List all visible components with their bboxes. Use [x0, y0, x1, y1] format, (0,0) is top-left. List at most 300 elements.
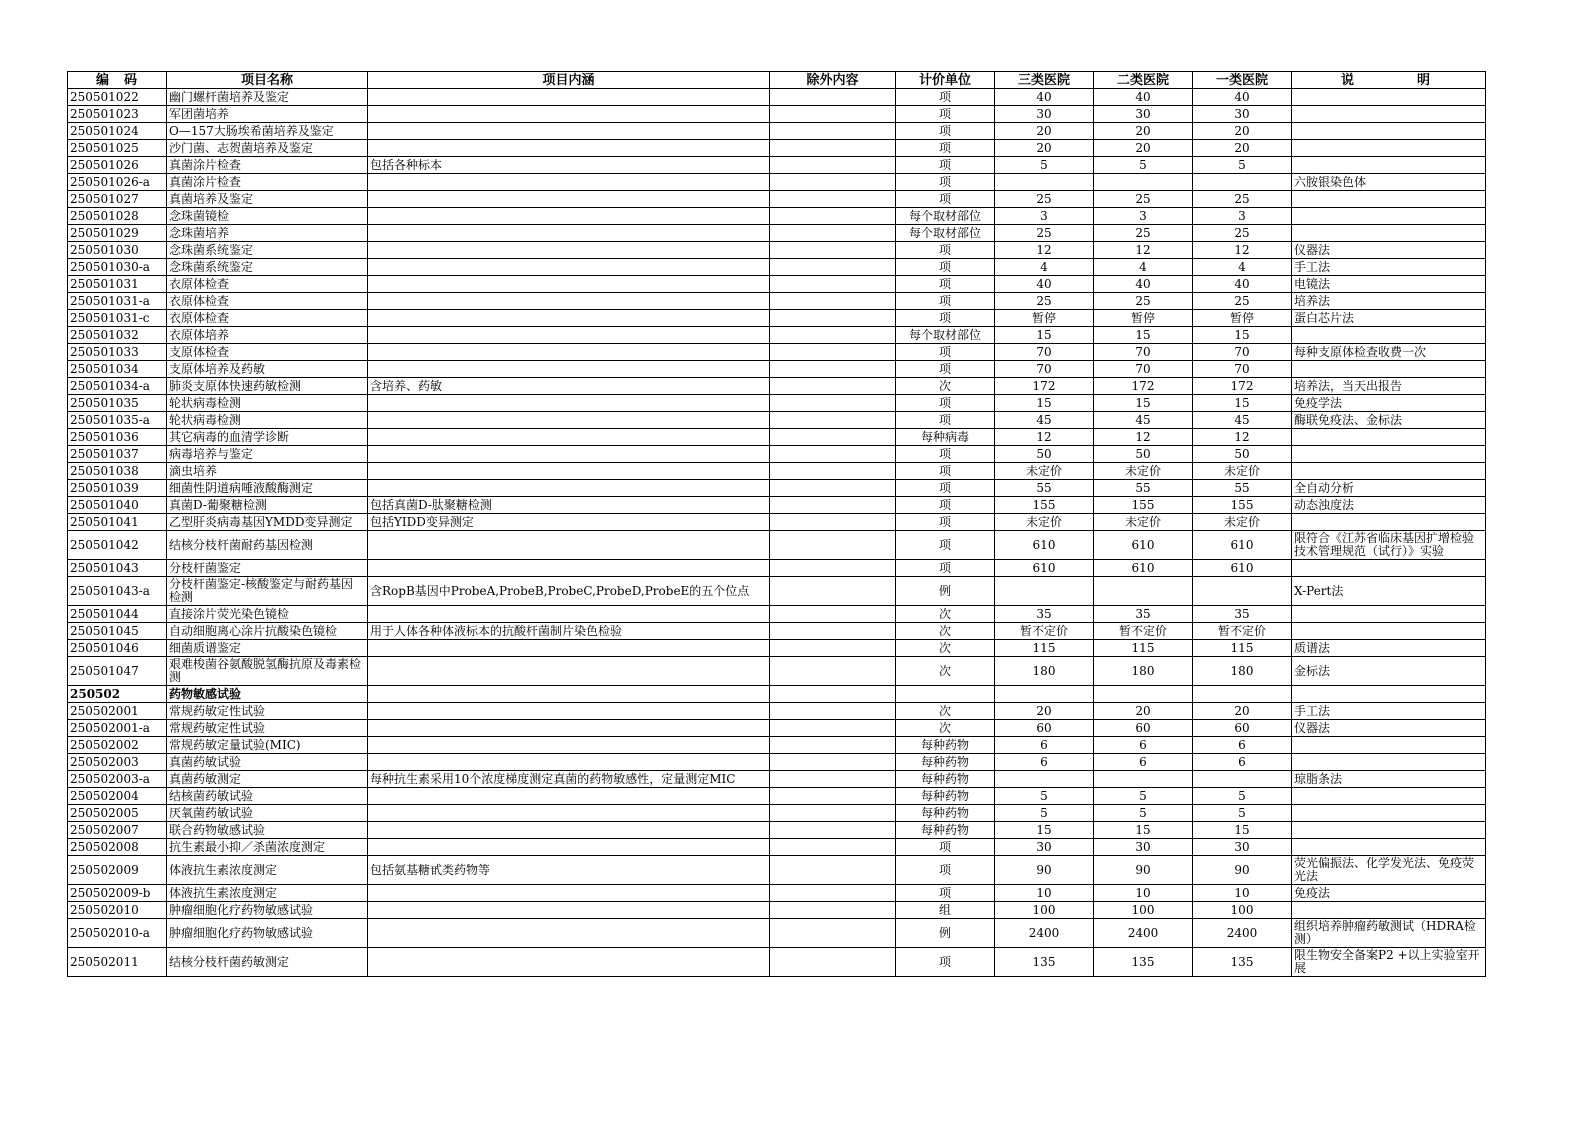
cell-code: 250501023: [68, 106, 167, 123]
cell-note: [1292, 106, 1486, 123]
cell-excluded: [770, 395, 896, 412]
cell-unit: 项: [896, 310, 995, 327]
table-row: [68, 788, 1486, 805]
cell-name: 肿瘤细胞化疗药物敏感试验: [167, 919, 368, 948]
cell-unit: 每个取材部位: [896, 225, 995, 242]
table-row: [68, 106, 1486, 123]
cell-note: [1292, 822, 1486, 839]
table-row: [68, 174, 1486, 191]
table-row: [68, 703, 1486, 720]
cell-code: 250502007: [68, 822, 167, 839]
cell-price-class1: 50: [1193, 446, 1292, 463]
cell-content: [368, 242, 770, 259]
cell-price-class1: 5: [1193, 788, 1292, 805]
cell-code: 250502010: [68, 902, 167, 919]
cell-content: [368, 412, 770, 429]
table-row: [68, 157, 1486, 174]
cell-excluded: [770, 531, 896, 560]
cell-price-class3: 155: [995, 497, 1094, 514]
cell-price-class1: 30: [1193, 106, 1292, 123]
cell-unit: 项: [896, 856, 995, 885]
cell-note: [1292, 788, 1486, 805]
cell-price-class2: [1094, 577, 1193, 606]
cell-unit: 项: [896, 89, 995, 106]
cell-code: 250502008: [68, 839, 167, 856]
cell-code: 250501046: [68, 640, 167, 657]
cell-unit: 每种药物: [896, 737, 995, 754]
cell-code: 250501042: [68, 531, 167, 560]
cell-price-class2: 15: [1094, 822, 1193, 839]
cell-price-class3: 20: [995, 140, 1094, 157]
table-body: [68, 89, 1486, 977]
table-row: [68, 89, 1486, 106]
cell-name: 真菌药敏测定: [167, 771, 368, 788]
cell-price-class1: 暂停: [1193, 310, 1292, 327]
cell-price-class1: [1193, 577, 1292, 606]
cell-price-class1: 115: [1193, 640, 1292, 657]
cell-note: [1292, 623, 1486, 640]
cell-content: [368, 606, 770, 623]
cell-note: [1292, 606, 1486, 623]
cell-name: 艰难梭菌谷氨酸脱氢酶抗原及毒素检测: [167, 657, 368, 686]
price-table: [67, 71, 1486, 977]
cell-price-class3: 10: [995, 885, 1094, 902]
table-row: [68, 208, 1486, 225]
cell-price-class3: 25: [995, 293, 1094, 310]
cell-content: [368, 805, 770, 822]
cell-price-class1: 未定价: [1193, 514, 1292, 531]
table-row: [68, 919, 1486, 948]
cell-note: 琼脂条法: [1292, 771, 1486, 788]
cell-content: [368, 191, 770, 208]
header-unit: 计价单位: [896, 72, 995, 89]
cell-name: 真菌培养及鉴定: [167, 191, 368, 208]
cell-note: [1292, 514, 1486, 531]
table-row: [68, 480, 1486, 497]
cell-price-class3: 15: [995, 327, 1094, 344]
cell-excluded: [770, 174, 896, 191]
cell-excluded: [770, 686, 896, 703]
cell-price-class2: 610: [1094, 531, 1193, 560]
cell-name: 体液抗生素浓度测定: [167, 885, 368, 902]
cell-price-class3: 12: [995, 429, 1094, 446]
cell-note: 全自动分析: [1292, 480, 1486, 497]
header-note: 说 明: [1292, 72, 1486, 89]
cell-price-class2: 90: [1094, 856, 1193, 885]
cell-excluded: [770, 771, 896, 788]
cell-name: 直接涂片荧光染色镜检: [167, 606, 368, 623]
cell-code: 250502004: [68, 788, 167, 805]
table-row: [68, 623, 1486, 640]
cell-price-class1: 暂不定价: [1193, 623, 1292, 640]
cell-price-class3: 100: [995, 902, 1094, 919]
cell-note: [1292, 225, 1486, 242]
cell-unit: 项: [896, 140, 995, 157]
cell-name: 细菌性阴道病唾液酸酶测定: [167, 480, 368, 497]
cell-price-class1: 135: [1193, 948, 1292, 977]
cell-price-class1: 20: [1193, 703, 1292, 720]
cell-price-class1: 180: [1193, 657, 1292, 686]
cell-note: [1292, 902, 1486, 919]
cell-price-class2: 5: [1094, 157, 1193, 174]
cell-content: 包括YIDD变异测定: [368, 514, 770, 531]
cell-note: [1292, 191, 1486, 208]
table-row: [68, 737, 1486, 754]
cell-name: 真菌D-葡聚糖检测: [167, 497, 368, 514]
cell-price-class1: 5: [1193, 157, 1292, 174]
table-row: [68, 514, 1486, 531]
cell-price-class2: 25: [1094, 225, 1193, 242]
cell-name: 自动细胞离心涂片抗酸染色镜检: [167, 623, 368, 640]
cell-price-class3: [995, 771, 1094, 788]
cell-content: [368, 822, 770, 839]
cell-name: 滴虫培养: [167, 463, 368, 480]
cell-price-class2: 50: [1094, 446, 1193, 463]
cell-name: 厌氧菌药敏试验: [167, 805, 368, 822]
cell-excluded: [770, 497, 896, 514]
cell-price-class1: 90: [1193, 856, 1292, 885]
cell-price-class2: [1094, 174, 1193, 191]
cell-code: 250501039: [68, 480, 167, 497]
cell-name: 结核分枝杆菌药敏测定: [167, 948, 368, 977]
table-row: [68, 822, 1486, 839]
cell-price-class1: 12: [1193, 429, 1292, 446]
cell-price-class1: 3: [1193, 208, 1292, 225]
header-name: 项目名称: [167, 72, 368, 89]
cell-excluded: [770, 577, 896, 606]
cell-excluded: [770, 856, 896, 885]
cell-note: 酶联免疫法、金标法: [1292, 412, 1486, 429]
cell-code: 250502003: [68, 754, 167, 771]
cell-price-class2: 20: [1094, 123, 1193, 140]
cell-excluded: [770, 885, 896, 902]
cell-name: 支原体检查: [167, 344, 368, 361]
cell-note: 免疫法: [1292, 885, 1486, 902]
cell-price-class2: 6: [1094, 737, 1193, 754]
cell-excluded: [770, 754, 896, 771]
cell-code: 250502001-a: [68, 720, 167, 737]
cell-excluded: [770, 327, 896, 344]
cell-name: 常规药敏定性试验: [167, 720, 368, 737]
cell-price-class2: 10: [1094, 885, 1193, 902]
cell-note: 组织培养肿瘤药敏测试（HDRA检测）: [1292, 919, 1486, 948]
cell-excluded: [770, 89, 896, 106]
cell-code: 250501035: [68, 395, 167, 412]
cell-note: [1292, 560, 1486, 577]
cell-excluded: [770, 805, 896, 822]
cell-content: [368, 225, 770, 242]
cell-unit: 项: [896, 106, 995, 123]
cell-price-class3: 60: [995, 720, 1094, 737]
cell-excluded: [770, 606, 896, 623]
table-row: [68, 429, 1486, 446]
cell-name: 分枝杆菌鉴定: [167, 560, 368, 577]
cell-code: 250501029: [68, 225, 167, 242]
cell-excluded: [770, 208, 896, 225]
cell-price-class1: 25: [1193, 191, 1292, 208]
cell-note: X-Pert法: [1292, 577, 1486, 606]
cell-note: 荧光偏振法、化学发光法、免疫荧光法: [1292, 856, 1486, 885]
cell-price-class3: [995, 174, 1094, 191]
table-row: [68, 191, 1486, 208]
cell-price-class2: 20: [1094, 140, 1193, 157]
cell-price-class3: 70: [995, 344, 1094, 361]
cell-note: 培养法: [1292, 293, 1486, 310]
cell-price-class3: 5: [995, 805, 1094, 822]
cell-price-class3: 25: [995, 191, 1094, 208]
cell-excluded: [770, 640, 896, 657]
cell-code: 250501043: [68, 560, 167, 577]
cell-price-class1: 未定价: [1193, 463, 1292, 480]
cell-price-class2: 2400: [1094, 919, 1193, 948]
cell-content: 用于人体各种体液标本的抗酸杆菌制片染色检验: [368, 623, 770, 640]
cell-content: [368, 208, 770, 225]
cell-unit: 项: [896, 885, 995, 902]
header-content: 项目内涵: [368, 72, 770, 89]
cell-note: [1292, 361, 1486, 378]
cell-price-class2: 55: [1094, 480, 1193, 497]
cell-price-class1: 25: [1193, 293, 1292, 310]
cell-excluded: [770, 514, 896, 531]
cell-content: [368, 259, 770, 276]
cell-content: [368, 429, 770, 446]
cell-note: 动态浊度法: [1292, 497, 1486, 514]
cell-unit: 项: [896, 948, 995, 977]
cell-content: 含RopB基因中ProbeA,ProbeB,ProbeC,ProbeD,ProbeE的五个位点: [368, 577, 770, 606]
cell-price-class3: 6: [995, 737, 1094, 754]
cell-note: 金标法: [1292, 657, 1486, 686]
cell-content: [368, 560, 770, 577]
cell-price-class1: 610: [1193, 531, 1292, 560]
cell-excluded: [770, 703, 896, 720]
cell-price-class1: 5: [1193, 805, 1292, 822]
table-row: [68, 856, 1486, 885]
cell-name: 沙门菌、志贺菌培养及鉴定: [167, 140, 368, 157]
cell-unit: 每个取材部位: [896, 327, 995, 344]
cell-excluded: [770, 123, 896, 140]
cell-code: 250502003-a: [68, 771, 167, 788]
cell-unit: 每种药物: [896, 754, 995, 771]
section-row: [68, 686, 1486, 703]
cell-excluded: [770, 293, 896, 310]
table-row: [68, 412, 1486, 429]
cell-excluded: [770, 839, 896, 856]
cell-price-class3: 5: [995, 157, 1094, 174]
cell-content: [368, 89, 770, 106]
cell-content: [368, 361, 770, 378]
cell-code: 250502009: [68, 856, 167, 885]
cell-price-class1: 12: [1193, 242, 1292, 259]
cell-content: [368, 948, 770, 977]
cell-note: 蛋白芯片法: [1292, 310, 1486, 327]
cell-price-class2: 172: [1094, 378, 1193, 395]
cell-content: [368, 902, 770, 919]
cell-code: 250502002: [68, 737, 167, 754]
cell-name: 联合药物敏感试验: [167, 822, 368, 839]
table-row: [68, 640, 1486, 657]
cell-price-class1: 45: [1193, 412, 1292, 429]
cell-price-class2: 4: [1094, 259, 1193, 276]
cell-price-class3: 2400: [995, 919, 1094, 948]
cell-content: 包括各种标本: [368, 157, 770, 174]
cell-price-class2: 60: [1094, 720, 1193, 737]
cell-price-class3: 90: [995, 856, 1094, 885]
cell-price-class3: 610: [995, 560, 1094, 577]
cell-unit: 项: [896, 560, 995, 577]
cell-price-class3: 暂不定价: [995, 623, 1094, 640]
cell-code: 250501032: [68, 327, 167, 344]
cell-name: 乙型肝炎病毒基因YMDD变异测定: [167, 514, 368, 531]
cell-content: [368, 395, 770, 412]
cell-price-class1: 155: [1193, 497, 1292, 514]
cell-code: 250501030: [68, 242, 167, 259]
cell-name: 常规药敏定性试验: [167, 703, 368, 720]
table-row: [68, 293, 1486, 310]
cell-note: [1292, 429, 1486, 446]
cell-note: [1292, 463, 1486, 480]
cell-price-class2: 15: [1094, 395, 1193, 412]
cell-price-class2: 100: [1094, 902, 1193, 919]
cell-code: 250501040: [68, 497, 167, 514]
cell-price-class3: 30: [995, 839, 1094, 856]
cell-note: 六胺银染色体: [1292, 174, 1486, 191]
table-row: [68, 948, 1486, 977]
cell-price-class1: 70: [1193, 344, 1292, 361]
cell-code: 250501026: [68, 157, 167, 174]
cell-note: 限符合《江苏省临床基因扩增检验技术管理规范（试行）》实验: [1292, 531, 1486, 560]
cell-price-class1: [1193, 686, 1292, 703]
cell-excluded: [770, 106, 896, 123]
cell-price-class2: 30: [1094, 839, 1193, 856]
cell-code: 250501036: [68, 429, 167, 446]
cell-excluded: [770, 157, 896, 174]
cell-content: [368, 737, 770, 754]
cell-price-class3: 20: [995, 123, 1094, 140]
cell-content: [368, 276, 770, 293]
cell-note: 每种支原体检查收费一次: [1292, 344, 1486, 361]
cell-price-class3: 610: [995, 531, 1094, 560]
cell-unit: 项: [896, 839, 995, 856]
cell-price-class3: 未定价: [995, 463, 1094, 480]
cell-price-class1: 10: [1193, 885, 1292, 902]
cell-name: 肿瘤细胞化疗药物敏感试验: [167, 902, 368, 919]
cell-code: 250501026-a: [68, 174, 167, 191]
header-excluded: 除外内容: [770, 72, 896, 89]
table-row: [68, 497, 1486, 514]
cell-price-class1: 40: [1193, 89, 1292, 106]
header-price-class2: 二类医院: [1094, 72, 1193, 89]
cell-name: 念珠菌培养: [167, 225, 368, 242]
cell-price-class3: 172: [995, 378, 1094, 395]
cell-excluded: [770, 720, 896, 737]
cell-price-class2: 15: [1094, 327, 1193, 344]
cell-price-class2: 暂不定价: [1094, 623, 1193, 640]
cell-price-class1: 2400: [1193, 919, 1292, 948]
cell-unit: 项: [896, 123, 995, 140]
cell-name: 体液抗生素浓度测定: [167, 856, 368, 885]
cell-code: 250501044: [68, 606, 167, 623]
cell-price-class1: [1193, 174, 1292, 191]
cell-unit: 项: [896, 497, 995, 514]
cell-price-class1: 6: [1193, 737, 1292, 754]
cell-code: 250501035-a: [68, 412, 167, 429]
cell-excluded: [770, 344, 896, 361]
cell-code: 250501037: [68, 446, 167, 463]
cell-unit: 次: [896, 703, 995, 720]
cell-excluded: [770, 463, 896, 480]
cell-unit: 项: [896, 480, 995, 497]
cell-price-class2: 115: [1094, 640, 1193, 657]
cell-price-class3: 40: [995, 89, 1094, 106]
cell-price-class3: 3: [995, 208, 1094, 225]
cell-code: 250501034-a: [68, 378, 167, 395]
cell-note: 仪器法: [1292, 720, 1486, 737]
cell-unit: 项: [896, 157, 995, 174]
cell-note: [1292, 157, 1486, 174]
cell-code: 250502011: [68, 948, 167, 977]
table-row: [68, 225, 1486, 242]
cell-price-class1: 60: [1193, 720, 1292, 737]
cell-unit: 组: [896, 902, 995, 919]
cell-note: 手工法: [1292, 703, 1486, 720]
cell-content: 包括氨基糖甙类药物等: [368, 856, 770, 885]
cell-content: [368, 686, 770, 703]
table-row: [68, 839, 1486, 856]
header-code: 编 码: [68, 72, 167, 89]
cell-name: 幽门螺杆菌培养及鉴定: [167, 89, 368, 106]
cell-excluded: [770, 623, 896, 640]
cell-price-class3: 20: [995, 703, 1094, 720]
cell-note: 仪器法: [1292, 242, 1486, 259]
cell-price-class3: 暂停: [995, 310, 1094, 327]
table-row: [68, 902, 1486, 919]
cell-code: 250501028: [68, 208, 167, 225]
cell-price-class2: 70: [1094, 344, 1193, 361]
table-row: [68, 276, 1486, 293]
cell-price-class1: 610: [1193, 560, 1292, 577]
cell-excluded: [770, 259, 896, 276]
cell-code: 250501031-a: [68, 293, 167, 310]
cell-price-class2: 5: [1094, 805, 1193, 822]
cell-name: 病毒培养与鉴定: [167, 446, 368, 463]
cell-unit: 次: [896, 657, 995, 686]
cell-name: 衣原体培养: [167, 327, 368, 344]
cell-name: 肺炎支原体快速药敏检测: [167, 378, 368, 395]
cell-code: 250501031-c: [68, 310, 167, 327]
table-row: [68, 754, 1486, 771]
table-row: [68, 771, 1486, 788]
cell-name: 结核分枝杆菌耐药基因检测: [167, 531, 368, 560]
cell-note: 手工法: [1292, 259, 1486, 276]
cell-unit: 每种药物: [896, 771, 995, 788]
cell-code: 250501027: [68, 191, 167, 208]
cell-code: 250501047: [68, 657, 167, 686]
cell-content: [368, 885, 770, 902]
cell-excluded: [770, 378, 896, 395]
cell-note: [1292, 123, 1486, 140]
cell-name: 轮状病毒检测: [167, 412, 368, 429]
cell-note: 质谱法: [1292, 640, 1486, 657]
cell-unit: 项: [896, 191, 995, 208]
cell-content: [368, 788, 770, 805]
cell-unit: 次: [896, 640, 995, 657]
table-row: [68, 259, 1486, 276]
cell-code: 250501045: [68, 623, 167, 640]
cell-excluded: [770, 361, 896, 378]
cell-content: [368, 703, 770, 720]
cell-price-class2: 40: [1094, 276, 1193, 293]
cell-content: [368, 640, 770, 657]
